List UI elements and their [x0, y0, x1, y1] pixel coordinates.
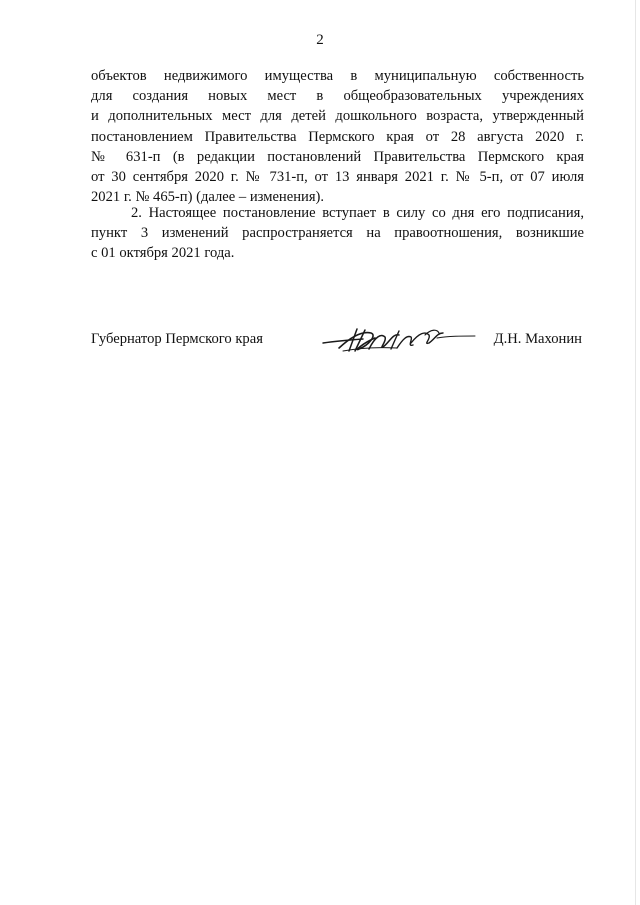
paragraph-1-line: объектов недвижимого имущества в муниципальную собственность: [91, 68, 584, 84]
paragraph-1-line: от 30 сентября 2020 г. № 731-п, от 13 января 2021 г. № 5-п, от 07 июля: [91, 169, 584, 186]
scan-edge-line: [635, 0, 636, 905]
paragraph-1-line: № 631-п (в редакции постановлений Правительства Пермского края: [91, 148, 584, 165]
signature-block: [91, 327, 584, 367]
paragraph-1-line: для создания новых мест в общеобразовательных учреждениях: [91, 88, 584, 105]
paragraph-2-line: пункт 3 изменений распространяется на правоотношения, возникшие: [91, 225, 584, 242]
paragraph-2-line: 2. Настоящее постановление вступает в силу со дня его подписания,: [131, 205, 584, 221]
paragraph-1-line: и дополнительных мест для детей дошкольного возраста, утвержденный: [91, 108, 584, 125]
handwritten-signature: [319, 321, 479, 361]
paragraph-1: [91, 66, 584, 207]
paragraph-2-line: с 01 октября 2021 года.: [91, 245, 235, 262]
signatory-position: Губернатор Пермского края: [91, 331, 263, 347]
paragraph-1-line: постановлением Правительства Пермского края от 28 августа 2020 г.: [91, 128, 584, 145]
page-number: 2: [316, 32, 324, 48]
paragraph-1-line: 2021 г. № 465-п) (далее – изменения).: [91, 189, 325, 206]
signatory-name: Д.Н. Махонин: [493, 331, 582, 347]
paragraph-2: [91, 203, 584, 264]
